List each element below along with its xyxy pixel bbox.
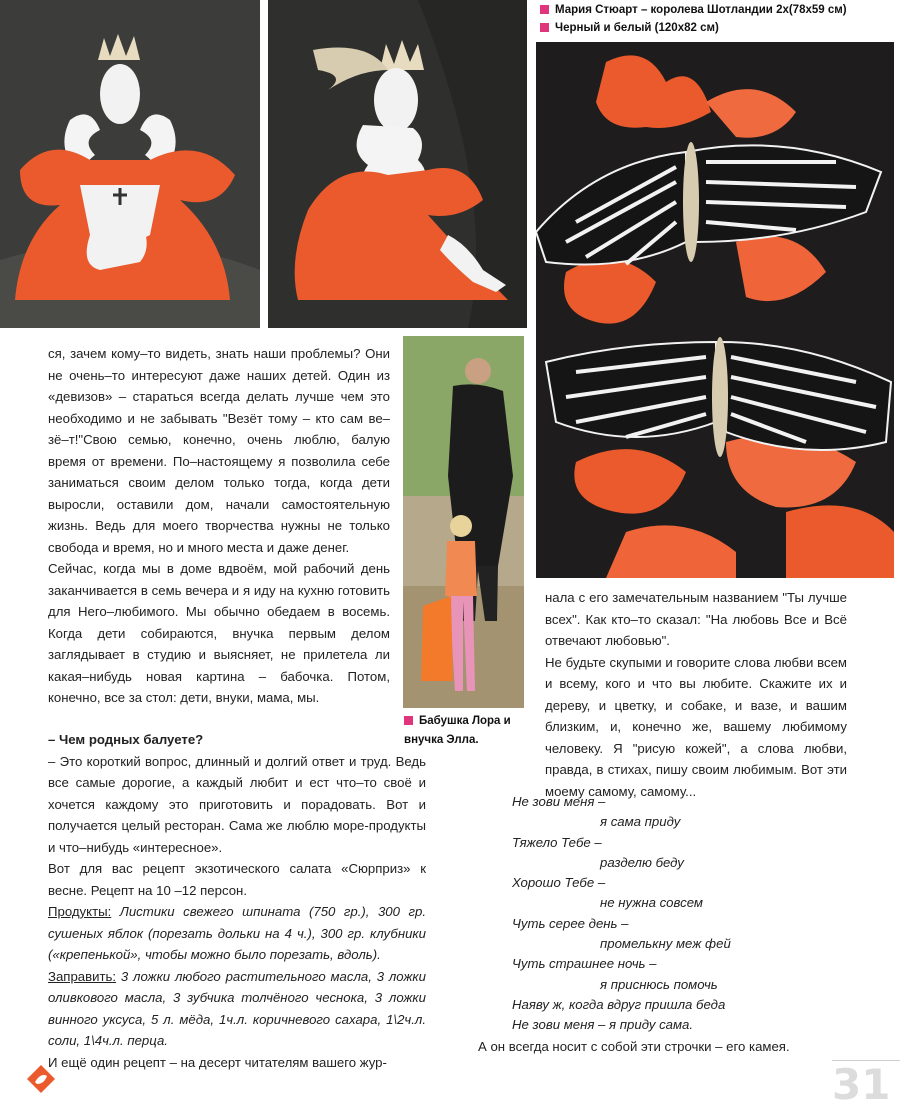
poem-line: Не зови меня – я приду сама. <box>512 1017 694 1033</box>
poem-line: я сама приду <box>600 814 681 830</box>
caption-grandma-text: Бабушка Лора и внучка Элла. <box>404 715 511 746</box>
paragraph: Не будьте скупыми и говорите слова любви всем и всему, кого и что вы любите. Скажите их и дереву, и цветку, и собаке, и вазе, и вашим близким, и, конечно же, вашему любимому человеку. Я "рисую кожей", а слова любви, правда, в стихах, пишу своим любимым. Вот эти моему самому, самому... <box>545 654 847 799</box>
caption-marker <box>540 23 549 32</box>
products-text: Листики свежего шпината (750 гр.), 300 гр. сушеных яблок (порезать дольки на 4 ч.), 300 гр. клубники («крепенькой», чтобы можно было порезать, вдоль). <box>48 904 426 962</box>
caption-mary-text: Мария Стюарт – королева Шотландии 2х(78х59 см) <box>555 4 847 16</box>
paragraph: И ещё один рецепт – на десерт читателям вашего жур- <box>48 1054 387 1070</box>
poem-line: Хорошо Тебе – <box>512 875 606 891</box>
poem-line: промелькну меж фей <box>600 936 731 952</box>
article-right-column <box>545 587 847 802</box>
closing-text: А он всегда носит с собой эти строчки – его камея. <box>478 1039 790 1054</box>
poem-line: Наяву ж, когда вдруг пришла беда <box>512 996 726 1012</box>
poem-line: я приснюсь помочь <box>600 976 718 992</box>
poem-line: не нужна совсем <box>600 895 703 911</box>
artwork-mary-stuart-left <box>0 0 260 328</box>
poem-line: Чуть серее день – <box>512 915 629 931</box>
paragraph: Сейчас, когда мы в доме вдвоём, мой рабочий день заканчивается в семь вечера и я иду на кухню готовить для Него–любимого. Мы обычно обедаем в восемь. Когда дети собираются, внучка первым делом заглядывает в студию и выясняет, не прилетела ли какая–нибудь новая картина – бабочка. Потом, конечно, все за стол: дети, внуки, мама, мы. <box>48 561 390 705</box>
dressing-label: Заправить: <box>48 968 117 984</box>
paragraph: Вот для вас рецепт экзотического салата «Сюрприз» к весне. Рецепт на 10 –12 персон. <box>48 861 426 898</box>
magazine-logo-icon <box>26 1064 56 1094</box>
page-number: 31 <box>832 1060 891 1109</box>
poem-line: Чуть страшнее ночь – <box>512 956 657 972</box>
paragraph: ся, зачем кому–то видеть, знать наши проблемы? Они не очень–то интересуют даже наших детей. Один из «девизов» – стараться всегда делать лучше чем это необходимо и не забывать "Везёт тому – кто сам ве–зё–т!"Свою семью, конечно, очень люблю, балую время от времени. По–настоящему я позволила себе заниматься своим делом только тогда, когда дети выросли, оставили дом, начали самостоятельную жизнь. Ведь для моего творчества нужны не только свобода и время, но и много места и даже денег. <box>48 346 390 555</box>
poem-line: разделю беду <box>600 854 684 870</box>
poem-line: Тяжело Тебе – <box>512 834 602 850</box>
recipe-products <box>48 901 426 966</box>
poem-line: Не зови меня – <box>512 794 606 809</box>
article-left-column <box>48 343 390 709</box>
caption-marker <box>404 716 413 725</box>
caption-black-white-text: Черный и белый (120х82 см) <box>555 22 719 34</box>
products-label: Продукты: <box>48 904 112 919</box>
photo-grandma-granddaughter <box>403 336 524 708</box>
poem <box>512 792 842 1036</box>
caption-marker <box>540 5 549 14</box>
paragraph: – Это короткий вопрос, длинный и долгий ответ и труд. Ведь все самые дорогие, а каждый любит и ест что–то своё и хочется каждому это приготовить и порадовать. Вот и получается целый ресторан. Сама же люблю море-продукты и что–нибудь «интересное». <box>48 753 426 855</box>
recipe-dressing <box>48 966 426 1052</box>
caption-black-white <box>540 20 900 36</box>
caption-mary-stuart <box>540 2 900 18</box>
artwork-mary-stuart-right <box>268 0 527 328</box>
artwork-butterflies <box>536 42 894 578</box>
paragraph: нала с его замечательным названием "Ты лучше всех". Как кто–то сказал: "На любовь Все и Всё отвечают любовью". <box>545 590 847 648</box>
interview-question: – Чем родных балуете? <box>48 732 204 747</box>
article-left-column-continued <box>48 729 426 1073</box>
closing-line <box>478 1036 838 1058</box>
dressing-text: 3 ложки любого растительного масла, 3 ложки оливкового масла, 3 зубчика толчёного чеснока, 3 ложки винного уксуса, 5 л. мёда, 1ч.л. коричневого сахара, 1\2ч.л. соли, 1\4ч.л. перца. <box>48 968 426 1048</box>
